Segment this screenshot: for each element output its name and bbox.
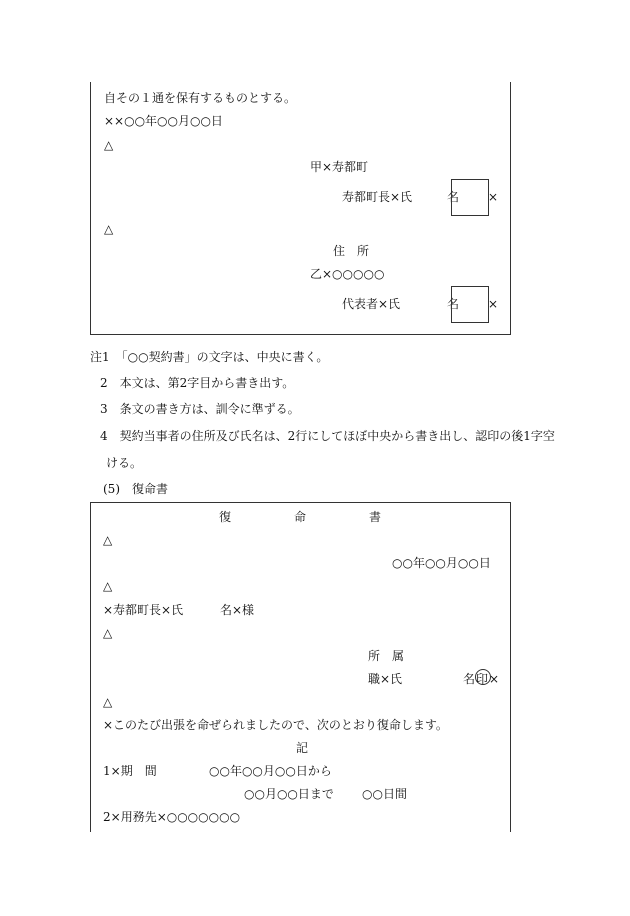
contract-box-left-border [90,82,91,334]
seal-b-name-label: 名 [447,297,460,311]
reporter-name-label: 名 [463,672,476,686]
affiliation-label: 所 属 [368,649,405,663]
contract-box-right-border [510,82,511,334]
note-1: 注1 「○○契約書」の文字は、中央に書く。 [90,350,329,364]
blank-line-marker: △ [103,626,113,640]
contract-box-bottom-border [90,334,511,335]
ki-heading: 記 [296,741,309,755]
note-4-continuation: ける。 [106,456,143,470]
report-title-char-3: 書 [369,510,382,524]
blank-line-marker: △ [103,579,113,593]
report-box-top-border [90,502,511,503]
seal-char: 印 [476,672,489,686]
seal-a-name-label: 名 [447,190,460,204]
period-label: 1×期 間 [103,764,157,778]
party-b-name: 乙×○○○○○ [310,267,385,281]
party-a-representative: 寿都町長×氏 [342,190,413,204]
party-b-representative: 代表者×氏 [342,297,401,311]
report-date: ○○年○○月○○日 [392,556,491,570]
contract-closing-line: 自その１通を保有するものとする。 [104,91,297,105]
note-3: 3 条文の書き方は、訓令に準ずる。 [100,402,300,416]
section-heading: (5) 復命書 [103,482,168,496]
blank-line-marker: △ [104,138,114,152]
note-4: 4 契約当事者の住所及び氏名は、2行にしてほぼ中央から書き出し、認印の後1字空 [100,429,555,443]
addressee-name: ×寿都町長×氏 [103,603,184,617]
period-to: ○○月○○日まで [244,787,334,801]
report-intro: ×このたび出張を命ぜられましたので、次のとおり復命します。 [103,718,448,732]
seal-mark: × [489,672,500,686]
seal-b-mark: × [488,297,499,311]
note-2: 2 本文は、第2字目から書き出す。 [100,376,295,390]
seal-a-mark: × [488,190,499,204]
report-box-left-border [90,502,91,832]
addressee-suffix: 名×様 [220,603,255,617]
address-label: 住 所 [333,244,370,258]
destination: 2×用務先×○○○○○○○ [103,810,241,824]
blank-line-marker: △ [103,533,113,547]
report-title-char-2: 命 [294,510,307,524]
blank-line-marker: △ [104,222,114,236]
report-title-char-1: 復 [219,510,232,524]
blank-line-marker: △ [103,695,113,709]
contract-date: ××○○年○○月○○日 [104,114,223,128]
report-box-right-border [510,502,511,832]
period-from: ○○年○○月○○日から [209,764,332,778]
seal-a-box [451,179,489,216]
period-days: ○○日間 [362,787,407,801]
party-a-city: 甲×寿都町 [310,160,369,174]
seal-b-box [451,286,489,323]
position-label: 職×氏 [368,672,403,686]
